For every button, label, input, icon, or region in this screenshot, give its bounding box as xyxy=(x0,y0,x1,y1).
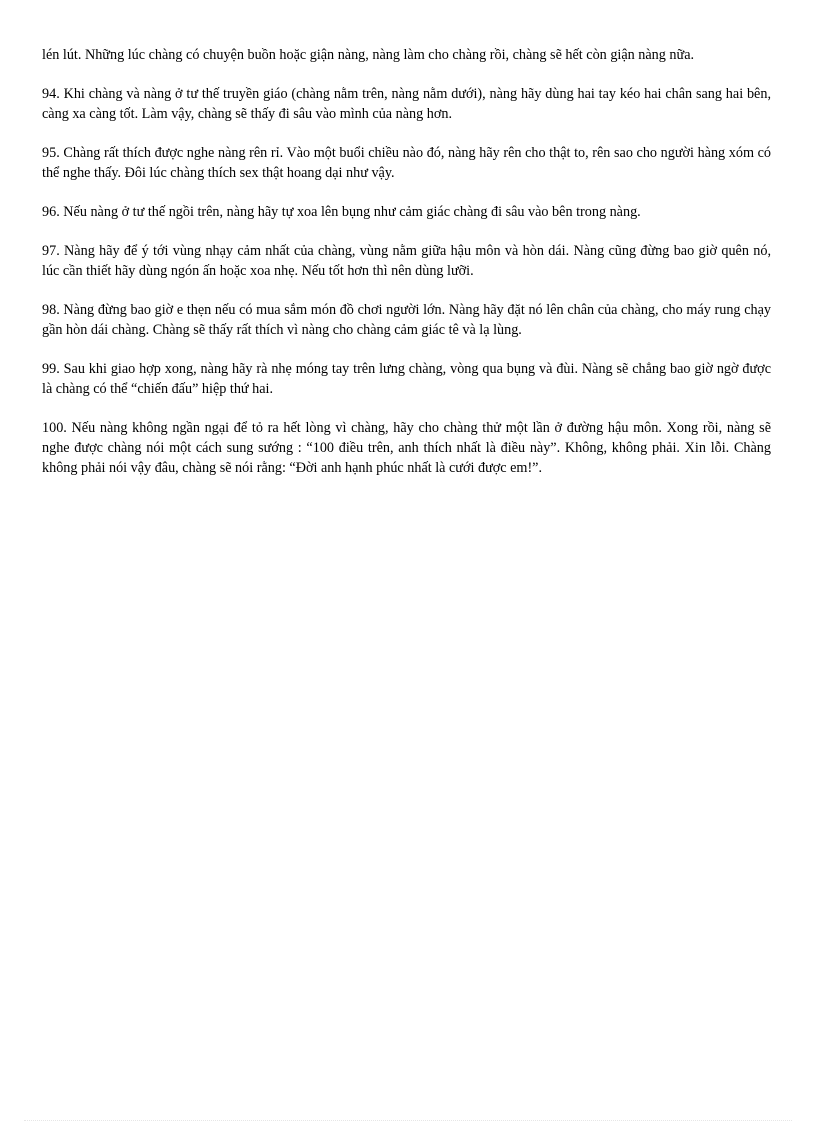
paragraph-item-96: 96. Nếu nàng ở tư thế ngồi trên, nàng hãy tự xoa lên bụng như cảm giác chàng đi sâu vào bên trong nàng. xyxy=(42,204,641,220)
document-page xyxy=(42,45,771,478)
paragraph-item-98: 98. Nàng đừng bao giờ e thẹn nếu có mua sắm món đồ chơi người lớn. Nàng hãy đặt nó lên chân của chàng, cho máy rung chạy gần hòn dái chàng. Chàng sẽ thấy rất thích vì nàng cho chàng cảm giác tê và lạ lùng. xyxy=(42,302,771,338)
paragraph-item-99: 99. Sau khi giao hợp xong, nàng hãy rà nhẹ móng tay trên lưng chàng, vòng qua bụng và đùi. Nàng sẽ chẳng bao giờ ngờ được là chàng có thể “chiến đấu” hiệp thứ hai. xyxy=(42,361,771,397)
paragraph-item-94: 94. Khi chàng và nàng ở tư thế truyền giáo (chàng nằm trên, nàng nằm dưới), nàng hãy dùng hai tay kéo hai chân sang hai bên, càng xa càng tốt. Làm vậy, chàng sẽ thấy đi sâu vào mình của nàng hơn. xyxy=(42,86,771,122)
paragraph-item-97: 97. Nàng hãy để ý tới vùng nhạy cảm nhất của chàng, vùng nằm giữa hậu môn và hòn dái. Nàng cũng đừng bao giờ quên nó, lúc cần thiết hãy dùng ngón ấn hoặc xoa nhẹ. Nếu tốt hơn thì nên dùng lưỡi. xyxy=(42,243,771,279)
paragraph-item-95: 95. Chàng rất thích được nghe nàng rên rỉ. Vào một buổi chiều nào đó, nàng hãy rên cho thật to, rên sao cho người hàng xóm có thể nghe thấy. Đôi lúc chàng thích sex thật hoang dại như vậy. xyxy=(42,145,771,181)
paragraph-continuation: lén lút. Những lúc chàng có chuyện buồn hoặc giận nàng, nàng làm cho chàng rồi, chàng sẽ hết còn giận nàng nữa. xyxy=(42,47,695,63)
paragraph-item-100: 100. Nếu nàng không ngần ngại để tỏ ra hết lòng vì chàng, hãy cho chàng thử một lần ở đường hậu môn. Xong rồi, nàng sẽ nghe được chàng nói một cách sung sướng : “100 điều trên, anh thích nhất là điều này”. Không, không phải. Xin lỗi. Chàng không phải nói vậy đâu, chàng sẽ nói rằng: “Đời anh hạnh phúc nhất là cưới được em!”. xyxy=(42,420,771,476)
page-bottom-divider xyxy=(24,1120,792,1121)
